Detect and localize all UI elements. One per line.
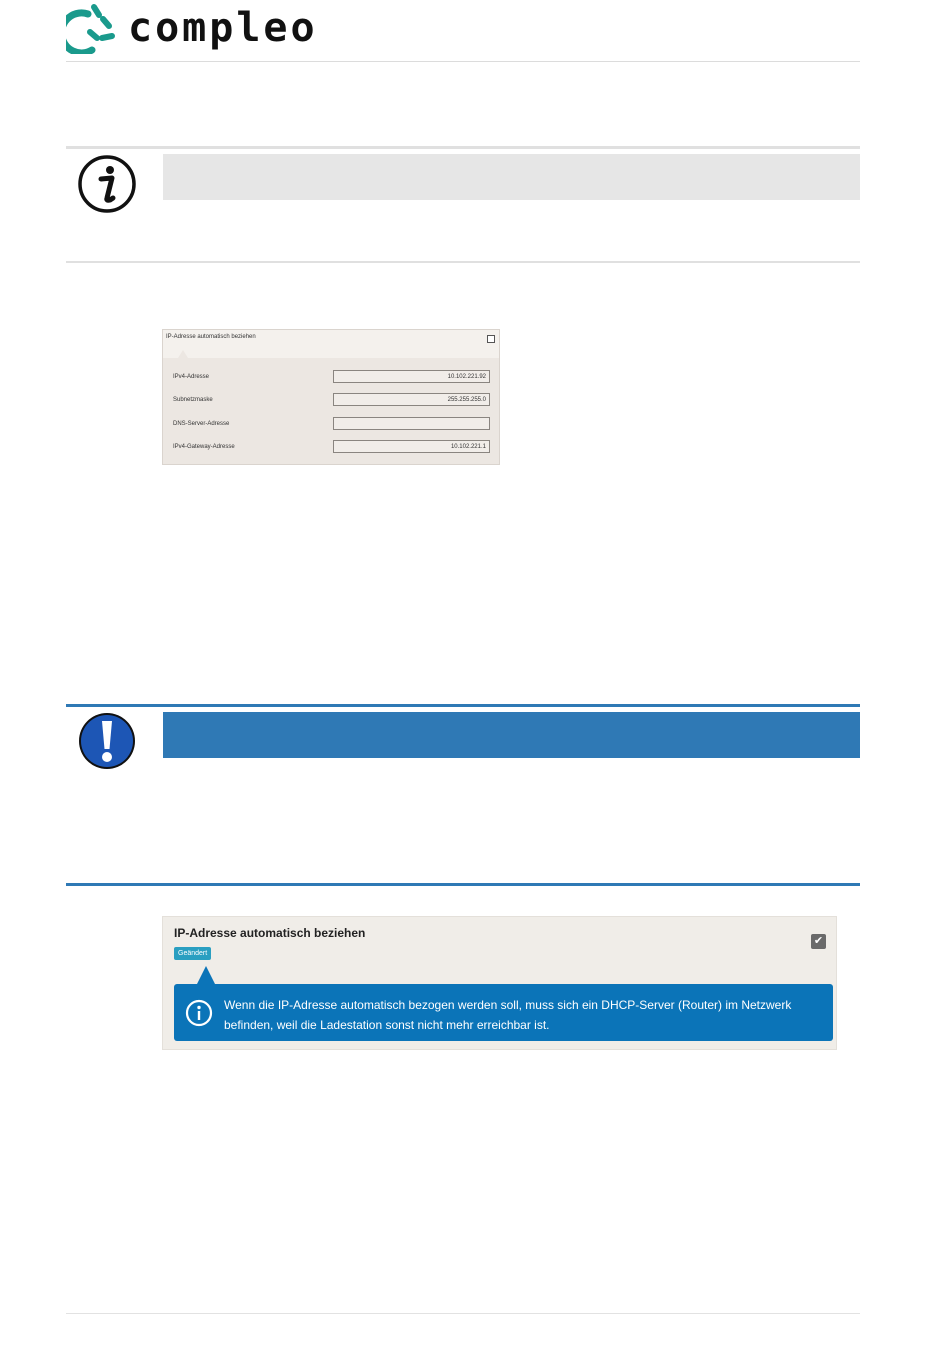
dns-server-label: DNS-Server-Adresse bbox=[173, 421, 230, 427]
dhcp-warning-text: Wenn die IP-Adresse automatisch bezogen werden soll, muss sich ein DHCP-Server (Router) im Netzwerk befinden, weil die Ladestation sonst nicht mehr erreichbar ist. bbox=[224, 998, 792, 1032]
panel-notch bbox=[178, 350, 188, 358]
auto-ip-checkbox-checked[interactable]: ✔ bbox=[811, 934, 826, 949]
ipv4-gateway-input[interactable]: 10.102.221.1 bbox=[333, 440, 490, 453]
auto-ip-row bbox=[163, 330, 499, 358]
warning-note-header-bar bbox=[163, 712, 860, 758]
subnet-mask-input[interactable]: 255.255.255.0 bbox=[333, 393, 490, 406]
info-note-bottom-rule bbox=[66, 261, 860, 263]
brand-name: compleo bbox=[128, 5, 318, 51]
warning-note-bottom-rule bbox=[66, 883, 860, 886]
static-ip-settings-panel bbox=[162, 329, 500, 465]
info-icon bbox=[77, 154, 137, 214]
brand-logo bbox=[66, 2, 318, 54]
header-divider bbox=[66, 61, 860, 62]
footer-divider bbox=[66, 1313, 860, 1314]
subnet-mask-label: Subnetzmaske bbox=[173, 397, 213, 403]
info-circle-icon bbox=[185, 999, 213, 1027]
changed-badge: Geändert bbox=[174, 947, 211, 960]
auto-ip-label: IP-Adresse automatisch beziehen bbox=[166, 334, 256, 340]
tooltip-pointer bbox=[197, 966, 215, 984]
auto-ip-label-large: IP-Adresse automatisch beziehen bbox=[174, 926, 366, 940]
ipv4-address-input[interactable]: 10.102.221.92 bbox=[333, 370, 490, 383]
ipv4-gateway-row bbox=[163, 440, 499, 456]
ipv4-address-row bbox=[163, 370, 499, 386]
compleo-logo-icon bbox=[66, 2, 120, 54]
dns-server-row bbox=[163, 417, 499, 433]
ipv4-address-label: IPv4-Adresse bbox=[173, 374, 210, 380]
exclamation-icon bbox=[77, 711, 137, 771]
dns-server-input[interactable] bbox=[333, 417, 490, 430]
info-note-header-bar bbox=[163, 154, 860, 200]
warning-note-top-rule bbox=[66, 704, 860, 707]
info-note-top-rule bbox=[66, 146, 860, 149]
auto-ip-checkbox[interactable] bbox=[487, 335, 495, 343]
auto-ip-settings-panel bbox=[162, 916, 837, 1050]
dhcp-warning-tooltip bbox=[174, 984, 833, 1041]
subnet-mask-row bbox=[163, 393, 499, 409]
ipv4-gateway-label: IPv4-Gateway-Adresse bbox=[173, 444, 235, 450]
